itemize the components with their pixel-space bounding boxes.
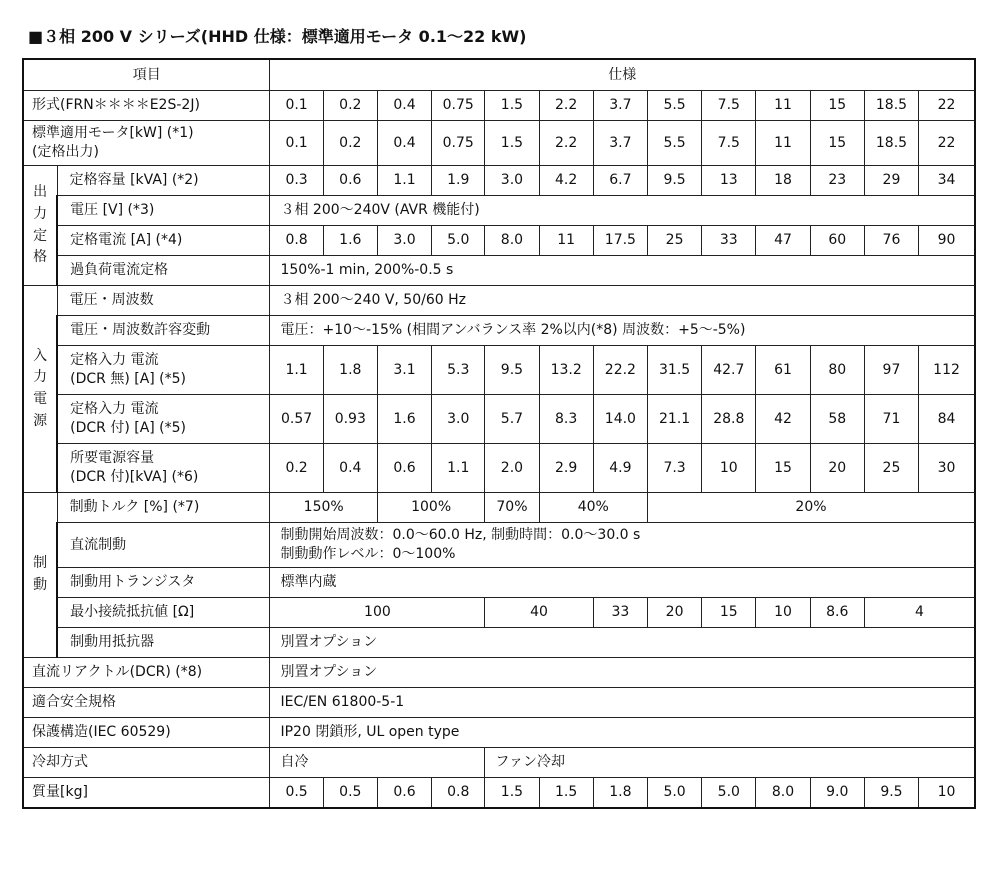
table-cell: 0.8 [432,778,485,809]
row-input-capacity [23,444,975,493]
row-model [23,91,975,121]
table-cell: 84 [919,395,975,444]
row-input-variation [23,316,975,346]
value-braking-dc [270,523,975,568]
table-cell: 3.1 [377,346,431,395]
table-cell: 20% [647,493,975,523]
label-dcr: 直流リアクトル(DCR) (*8) [23,658,270,688]
label-line1: 定格入力 電流 [70,401,159,418]
table-cell: 0.93 [323,395,377,444]
group-char: 格 [33,249,48,266]
table-cell: 0.6 [377,444,431,493]
label-enclosure: 保護構造(IEC 60529) [23,718,270,748]
row-braking-transistor [23,568,975,598]
row-input-voltage-freq [23,286,975,316]
table-cell: 1.1 [432,444,485,493]
group-char: 源 [33,412,48,429]
table-cell: 1.1 [270,346,323,395]
table-cell: 100 [270,598,485,628]
table-cell: 0.1 [270,91,323,121]
label-output-voltage: 電圧 [V] (*3) [57,196,270,226]
table-cell: 23 [810,166,864,196]
table-cell: 34 [919,166,975,196]
table-cell: 7.5 [702,91,756,121]
table-cell: 5.7 [485,395,539,444]
group-braking [23,493,57,658]
table-cell: 8.0 [756,778,810,809]
table-cell: 22 [919,121,975,166]
table-cell: 3.7 [593,91,647,121]
table-cell: 4.9 [593,444,647,493]
group-char: 入 [33,347,48,364]
table-cell: 9.5 [864,778,918,809]
label-mass: 質量[kg] [23,778,270,809]
table-cell: 31.5 [647,346,701,395]
row-braking-dc [23,523,975,568]
row-enclosure [23,718,975,748]
table-cell: 47 [756,226,810,256]
table-cell: 1.6 [323,226,377,256]
table-cell: 61 [756,346,810,395]
table-cell: 13.2 [539,346,593,395]
row-input-current-no-dcr [23,346,975,395]
label-input-capacity [57,444,270,493]
table-cell: 8.6 [810,598,864,628]
group-char: 力 [33,205,48,222]
row-output-overload [23,256,975,286]
group-char: 力 [33,369,48,386]
value-dcr: 別置オプション [270,658,975,688]
table-cell: 90 [919,226,975,256]
table-cell: 0.8 [270,226,323,256]
braking-dc-line1: 制動開始周波数：0.0～60.0 Hz, 制動時間：0.0～30.0 s [280,527,641,544]
table-cell: 20 [647,598,701,628]
label-output-overload: 過負荷電流定格 [57,256,270,286]
label-input-current-dcr [57,395,270,444]
table-cell: 2.0 [485,444,539,493]
table-cell: 3.0 [432,395,485,444]
row-mass [23,778,975,809]
table-cell: 9.5 [647,166,701,196]
table-cell: 20 [810,444,864,493]
row-dcr [23,658,975,688]
row-braking-min-resistance [23,598,975,628]
table-cell: 40 [485,598,593,628]
header-item: 項目 [23,59,270,91]
label-input-current-no-dcr [57,346,270,395]
table-cell: 10 [919,778,975,809]
value-input-voltage-freq: ３相 200～240 V, 50/60 Hz [270,286,975,316]
table-cell: 6.7 [593,166,647,196]
table-cell: 3.0 [377,226,431,256]
table-cell: 76 [864,226,918,256]
table-cell: 22.2 [593,346,647,395]
row-braking-resistor [23,628,975,658]
table-cell: 0.3 [270,166,323,196]
table-cell: 71 [864,395,918,444]
table-cell: 28.8 [702,395,756,444]
value-cooling-fan: ファン冷却 [485,748,975,778]
table-cell: 2.2 [539,121,593,166]
table-cell: 0.2 [270,444,323,493]
label-line1: 定格入力 電流 [70,352,159,369]
table-cell: 10 [702,444,756,493]
table-cell: 100% [377,493,484,523]
table-cell: 1.8 [323,346,377,395]
table-cell: 0.75 [432,91,485,121]
table-cell: 11 [539,226,593,256]
table-cell: 0.5 [270,778,323,809]
table-cell: 0.2 [323,121,377,166]
table-cell: 14.0 [593,395,647,444]
row-output-capacity [23,166,975,196]
table-cell: 0.4 [377,121,431,166]
label-motor-line1: 標準適用モータ[kW] (*1) [32,125,194,142]
table-cell: 4.2 [539,166,593,196]
row-safety [23,688,975,718]
table-cell: 0.5 [323,778,377,809]
label-braking-torque: 制動トルク [%] (*7) [57,493,270,523]
label-input-variation: 電圧・周波数許容変動 [57,316,270,346]
label-line1: 所要電源容量 [70,450,155,467]
table-cell: 7.3 [647,444,701,493]
table-cell: 21.1 [647,395,701,444]
table-cell: 1.5 [485,91,539,121]
row-cooling [23,748,975,778]
value-cooling-natural: 自冷 [270,748,485,778]
group-char: 定 [33,227,48,244]
label-motor [23,121,270,166]
table-cell: 0.1 [270,121,323,166]
table-cell: 18 [756,166,810,196]
table-cell: 8.3 [539,395,593,444]
table-cell: 11 [756,91,810,121]
group-input [23,286,57,493]
label-line2: (DCR 付)[kVA] (*6) [70,469,199,485]
table-cell: 2.9 [539,444,593,493]
table-cell: 40% [539,493,647,523]
row-output-voltage [23,196,975,226]
table-cell: 13 [702,166,756,196]
row-braking-torque [23,493,975,523]
group-char: 動 [33,577,48,593]
value-enclosure: IP20 閉鎖形, UL open type [270,718,975,748]
table-cell: 1.5 [539,778,593,809]
table-cell: 8.0 [485,226,539,256]
group-char: 制 [33,555,48,572]
table-cell: 0.57 [270,395,323,444]
table-cell: 1.5 [485,778,539,809]
spec-table [22,58,976,809]
table-cell: 5.5 [647,121,701,166]
table-cell: 5.3 [432,346,485,395]
table-cell: 1.8 [593,778,647,809]
table-cell: 5.0 [702,778,756,809]
table-cell: 1.6 [377,395,431,444]
table-cell: 9.5 [485,346,539,395]
braking-dc-line2: 制動動作レベル：0～100% [280,546,456,562]
label-braking-resistor: 制動用抵抗器 [57,628,270,658]
label-safety: 適合安全規格 [23,688,270,718]
table-cell: 5.5 [647,91,701,121]
table-cell: 18.5 [864,121,918,166]
label-model: 形式(FRN＊＊＊＊E2S-2J) [23,91,270,121]
table-cell: 0.2 [323,91,377,121]
value-output-overload: 150%-1 min, 200%-0.5 s [270,256,975,286]
label-input-voltage-freq: 電圧・周波数 [57,286,270,316]
table-cell: 1.1 [377,166,431,196]
table-cell: 97 [864,346,918,395]
table-cell: 80 [810,346,864,395]
header-spec: 仕様 [270,59,975,91]
table-cell: 3.0 [485,166,539,196]
table-cell: 5.0 [647,778,701,809]
table-cell: 11 [756,121,810,166]
table-cell: 4 [864,598,975,628]
table-cell: 1.9 [432,166,485,196]
table-cell: 0.4 [323,444,377,493]
table-cell: 1.5 [485,121,539,166]
table-cell: 25 [864,444,918,493]
value-braking-transistor: 標準内蔵 [270,568,975,598]
table-cell: 33 [702,226,756,256]
table-cell: 0.75 [432,121,485,166]
table-cell: 25 [647,226,701,256]
table-cell: 58 [810,395,864,444]
value-braking-resistor: 別置オプション [270,628,975,658]
table-cell: 42.7 [702,346,756,395]
table-cell: 33 [593,598,647,628]
table-cell: 15 [756,444,810,493]
table-cell: 22 [919,91,975,121]
table-cell: 42 [756,395,810,444]
row-output-current [23,226,975,256]
label-line2: (DCR 無) [A] (*5) [70,371,187,387]
page-title: ■３相 200 V シリーズ(HHD 仕様：標準適用モータ 0.1～22 kW) [28,27,527,46]
table-cell: 70% [485,493,539,523]
value-output-voltage: ３相 200～240V (AVR 機能付) [270,196,975,226]
table-cell: 5.0 [432,226,485,256]
table-cell: 2.2 [539,91,593,121]
group-char: 電 [33,391,48,407]
table-cell: 30 [919,444,975,493]
table-cell: 0.6 [377,778,431,809]
header-row [23,59,975,91]
label-braking-dc: 直流制動 [57,523,270,568]
group-output [23,166,57,286]
table-cell: 15 [810,121,864,166]
table-cell: 7.5 [702,121,756,166]
row-input-current-dcr [23,395,975,444]
row-motor [23,121,975,166]
label-motor-line2: (定格出力) [32,144,99,160]
label-braking-transistor: 制動用トランジスタ [57,568,270,598]
table-cell: 150% [270,493,377,523]
table-cell: 112 [919,346,975,395]
label-cooling: 冷却方式 [23,748,270,778]
label-braking-min-resistance: 最小接続抵抗値 [Ω] [57,598,270,628]
table-cell: 3.7 [593,121,647,166]
value-input-variation: 電圧：+10～-15% (相間アンバランス率 2%以内(*8) 周波数：+5～-5%) [270,316,975,346]
table-cell: 60 [810,226,864,256]
table-cell: 17.5 [593,226,647,256]
table-cell: 15 [810,91,864,121]
table-cell: 10 [756,598,810,628]
table-cell: 9.0 [810,778,864,809]
label-line2: (DCR 付) [A] (*5) [70,420,187,436]
table-cell: 15 [702,598,756,628]
table-cell: 29 [864,166,918,196]
label-output-capacity: 定格容量 [kVA] (*2) [57,166,270,196]
label-output-current: 定格電流 [A] (*4) [57,226,270,256]
table-cell: 18.5 [864,91,918,121]
table-cell: 0.4 [377,91,431,121]
value-safety: IEC/EN 61800-5-1 [270,688,975,718]
group-char: 出 [33,184,48,201]
table-cell: 0.6 [323,166,377,196]
